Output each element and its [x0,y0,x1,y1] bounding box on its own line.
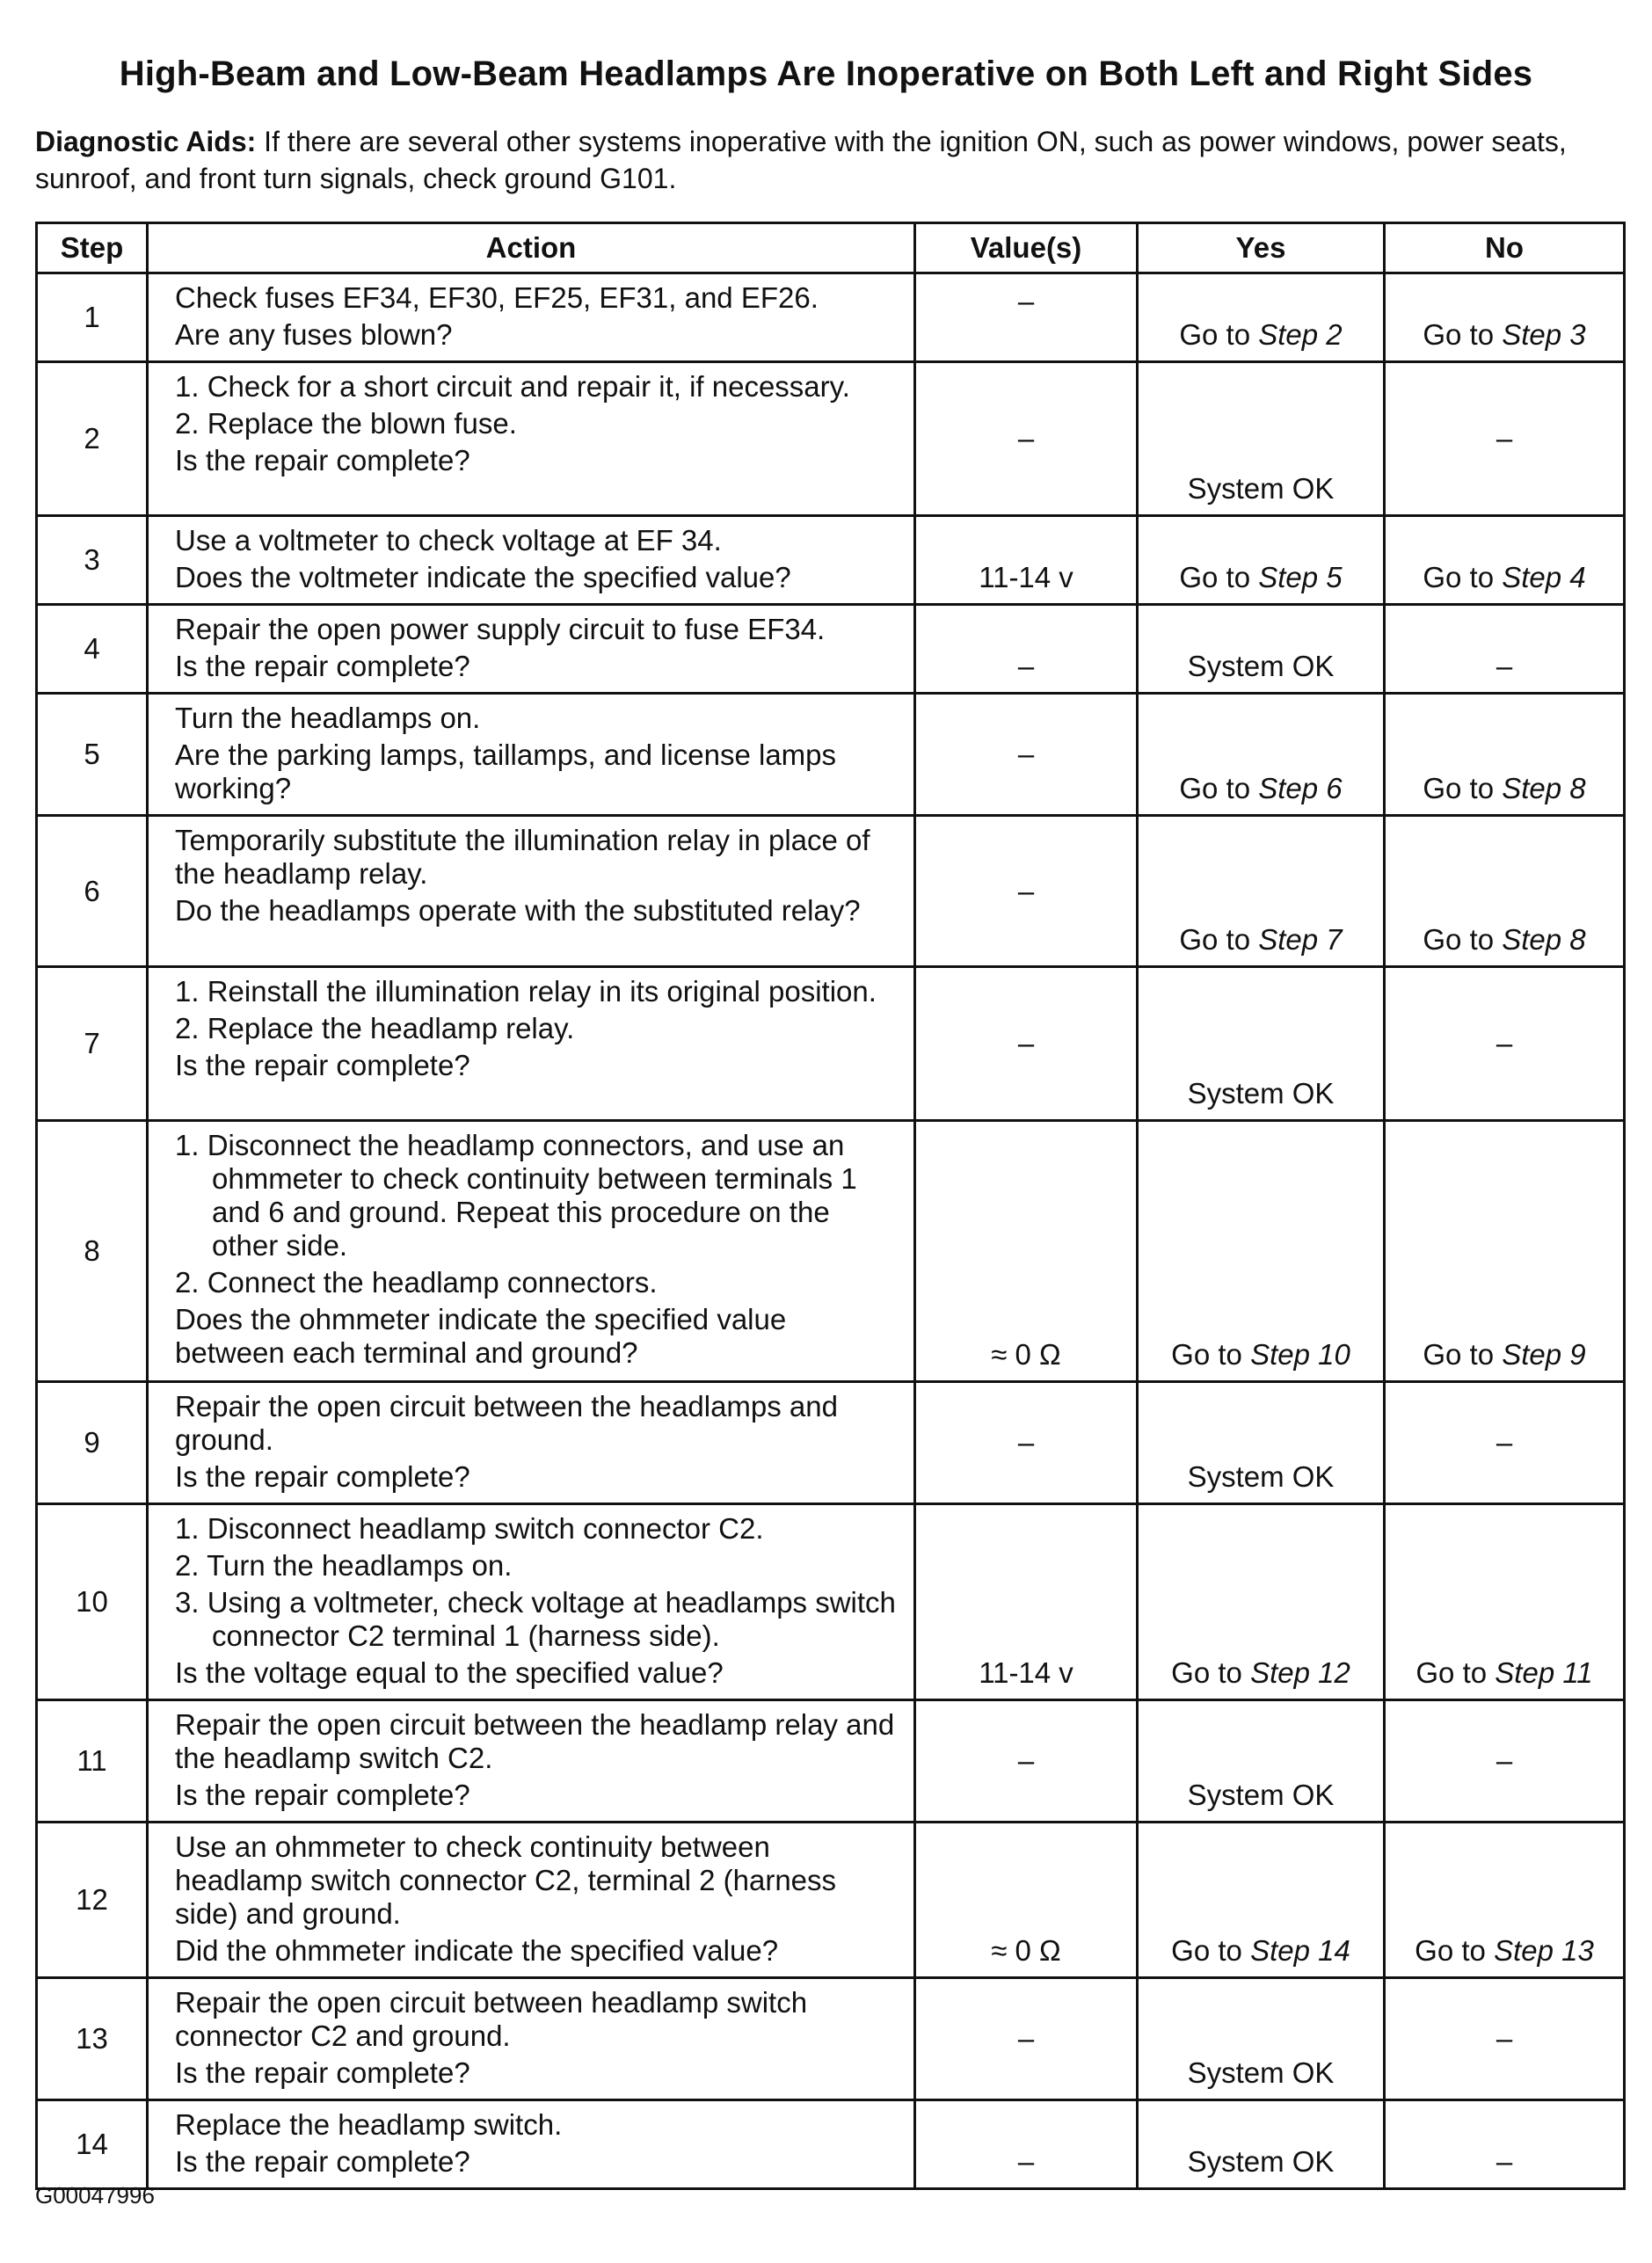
yes-step-reference: Step 14 [1250,1934,1350,1967]
no-result [1386,318,1623,352]
yes-cell [1138,1978,1385,2100]
specified-value: – [1017,285,1035,317]
figure-id: G00047996 [35,2182,155,2208]
yes-cell [1138,273,1385,362]
action-line: Repair the open circuit between headlamp switch connector C2 and ground. [175,1986,808,2052]
action-cell [148,1504,915,1700]
no-step-reference: Step 9 [1502,1338,1586,1371]
no-step-reference: Step 13 [1494,1934,1594,1967]
action-line: Turn the headlamps on. [175,702,481,734]
no-result-text: Go to [1415,1934,1495,1967]
no-cell [1385,1978,1625,2100]
action-cell [148,1823,915,1978]
yes-result-text: Go to [1171,1656,1251,1689]
yes-result-text: System OK [1187,2145,1335,2178]
yes-cell [1138,694,1385,816]
action-line: Is the repair complete? [175,2145,470,2178]
no-result-text: Go to [1415,1656,1496,1689]
step-number: 6 [37,816,148,967]
yes-result [1139,650,1383,683]
yes-result [1139,772,1383,805]
action-line: Use an ohmmeter to check continuity between headlamp switch connector C2, terminal 2 (harness side) and ground. [175,1830,837,1930]
no-step-reference: Step 3 [1502,318,1586,351]
yes-cell [1138,1823,1385,1978]
step-number: 5 [37,694,148,816]
yes-cell [1138,362,1385,516]
yes-result-text: Go to [1179,561,1259,593]
action-line: Repair the open circuit between the headlamps and ground. [175,1390,838,1456]
header-no: No [1385,223,1625,273]
yes-cell [1138,1382,1385,1504]
action-line: Is the repair complete? [175,1049,470,1081]
action-line: Use a voltmeter to check voltage at EF 34. [175,524,722,557]
value-cell [915,694,1138,816]
yes-result-text: System OK [1187,1460,1335,1493]
table-row [37,1382,1625,1504]
no-step-reference: Step 11 [1495,1656,1593,1689]
action-cell [148,1382,915,1504]
yes-result-text: Go to [1171,1934,1251,1967]
table-row [37,273,1625,362]
no-result: – [1496,1426,1513,1459]
action-line: Is the voltage equal to the specified value? [175,1656,724,1689]
action-line: 2. Replace the blown fuse. [175,407,517,440]
action-line: 3. Using a voltmeter, check voltage at headlamps switch connector C2 terminal 1 (harness side). [175,1586,896,1652]
yes-result-text: Go to [1179,772,1259,804]
action-cell [148,273,915,362]
no-cell [1385,816,1625,967]
step-number: 2 [37,362,148,516]
action-line: Does the voltmeter indicate the specified value? [175,561,791,593]
action-line: 2. Connect the headlamp connectors. [175,1266,658,1299]
table-row [37,2100,1625,2189]
table-row [37,1121,1625,1382]
action-line: Did the ohmmeter indicate the specified value? [175,1934,779,1967]
yes-cell [1138,1700,1385,1823]
step-number: 10 [37,1504,148,1700]
specified-value: ≈ 0 Ω [991,1338,1061,1371]
value-cell [915,1978,1138,2100]
action-line: 1. Check for a short circuit and repair it, if necessary. [175,370,850,403]
action-cell [148,362,915,516]
action-line: Check fuses EF34, EF30, EF25, EF31, and EF26. [175,281,819,314]
value-cell [915,1121,1138,1382]
page-title: High-Beam and Low-Beam Headlamps Are Inoperative on Both Left and Right Sides [119,55,1533,93]
action-cell [148,694,915,816]
no-cell [1385,967,1625,1121]
yes-step-reference: Step 10 [1250,1338,1350,1371]
yes-cell [1138,967,1385,1121]
yes-cell [1138,605,1385,694]
diagnostic-aids-label: Diagnostic Aids: [35,126,257,157]
action-cell [148,1978,915,2100]
specified-value: 11-14 v [979,1656,1073,1689]
step-number: 4 [37,605,148,694]
no-result [1386,1338,1623,1372]
action-line: 1. Disconnect headlamp switch connector C2. [175,1512,764,1545]
table-row [37,605,1625,694]
specified-value: – [1017,1426,1035,1459]
action-line: Temporarily substitute the illumination relay in place of the headlamp relay. [175,824,870,890]
value-cell [915,2100,1138,2189]
diagnostic-procedure-table [35,222,1626,2190]
no-cell [1385,694,1625,816]
step-number: 8 [37,1121,148,1382]
specified-value: – [1017,1027,1035,1059]
step-number: 13 [37,1978,148,2100]
action-line: Is the repair complete? [175,1460,470,1493]
value-cell [915,967,1138,1121]
header-action: Action [148,223,915,273]
value-cell [915,1504,1138,1700]
step-number: 3 [37,516,148,605]
no-result: – [1496,1027,1513,1059]
table-row [37,1978,1625,2100]
yes-result [1139,1460,1383,1494]
yes-result [1139,1077,1383,1110]
value-cell [915,516,1138,605]
no-result [1386,1656,1623,1690]
action-cell [148,816,915,967]
diagnostic-aids-text: If there are several other systems inoperative with the ignition ON, such as power windows, power seats, sunroof, and front turn signals, check ground G101. [35,126,1567,194]
no-cell [1385,516,1625,605]
no-step-reference: Step 8 [1502,923,1586,956]
action-line: Repair the open power supply circuit to fuse EF34. [175,613,826,645]
table-row [37,516,1625,605]
step-number: 11 [37,1700,148,1823]
no-result-text: Go to [1423,772,1503,804]
yes-step-reference: Step 7 [1258,923,1343,956]
no-cell [1385,273,1625,362]
action-cell [148,1121,915,1382]
no-cell [1385,605,1625,694]
table-row [37,362,1625,516]
specified-value: – [1017,650,1035,682]
value-cell [915,1823,1138,1978]
no-step-reference: Step 4 [1502,561,1586,593]
action-line: Are any fuses blown? [175,318,453,351]
specified-value: – [1017,1744,1035,1777]
value-cell [915,362,1138,516]
yes-step-reference: Step 5 [1258,561,1343,593]
action-line: Replace the headlamp switch. [175,2108,563,2141]
action-line: Is the repair complete? [175,444,470,477]
action-cell [148,967,915,1121]
yes-result-text: System OK [1187,2056,1335,2089]
step-number: 14 [37,2100,148,2189]
specified-value: ≈ 0 Ω [991,1934,1061,1967]
header-yes: Yes [1138,223,1385,273]
action-line: 2. Turn the headlamps on. [175,1549,513,1582]
yes-result [1139,561,1383,594]
yes-cell [1138,1121,1385,1382]
no-result-text: Go to [1423,1338,1503,1371]
no-result-text: Go to [1423,923,1503,956]
no-result [1386,772,1623,805]
table-body [37,273,1625,2189]
value-cell [915,273,1138,362]
no-result: – [1496,2022,1513,2055]
yes-cell [1138,1504,1385,1700]
no-result [1386,1934,1623,1968]
action-line: Does the ohmmeter indicate the specified value between each terminal and ground? [175,1303,787,1369]
yes-result-text: System OK [1187,1077,1335,1110]
action-line: 1. Reinstall the illumination relay in its original position. [175,975,877,1008]
table-row [37,1504,1625,1700]
action-line: Is the repair complete? [175,1779,470,1811]
no-cell [1385,1823,1625,1978]
yes-result [1139,1656,1383,1690]
yes-result-text: System OK [1187,1779,1335,1811]
no-result: – [1496,422,1513,455]
table-row [37,1700,1625,1823]
yes-result-text: System OK [1187,650,1335,682]
diagnostic-aids [35,123,1627,197]
no-result: – [1496,2145,1513,2178]
no-cell [1385,1700,1625,1823]
specified-value: – [1017,874,1035,907]
header-values: Value(s) [915,223,1138,273]
table-row [37,1823,1625,1978]
header-step: Step [37,223,148,273]
yes-step-reference: Step 12 [1250,1656,1350,1689]
action-cell [148,1700,915,1823]
step-number: 12 [37,1823,148,1978]
action-line: Are the parking lamps, taillamps, and license lamps working? [175,739,837,804]
no-result [1386,561,1623,594]
yes-result [1139,318,1383,352]
action-line: 2. Replace the headlamp relay. [175,1012,575,1044]
yes-result [1139,923,1383,957]
yes-result [1139,2145,1383,2179]
no-cell [1385,1121,1625,1382]
yes-step-reference: Step 2 [1258,318,1343,351]
yes-cell [1138,816,1385,967]
step-number: 7 [37,967,148,1121]
yes-result [1139,472,1383,506]
step-number: 9 [37,1382,148,1504]
yes-result [1139,1779,1383,1812]
action-line: Is the repair complete? [175,2056,470,2089]
no-cell [1385,1504,1625,1700]
yes-result-text: Go to [1171,1338,1251,1371]
no-result [1386,923,1623,957]
yes-result [1139,1934,1383,1968]
action-line: Is the repair complete? [175,650,470,682]
specified-value: – [1017,2022,1035,2055]
table-row [37,694,1625,816]
specified-value: 11-14 v [979,561,1073,593]
specified-value: – [1017,2145,1035,2178]
action-line: Do the headlamps operate with the substituted relay? [175,894,861,927]
yes-step-reference: Step 6 [1258,772,1343,804]
action-cell [148,2100,915,2189]
yes-result [1139,2056,1383,2090]
no-result: – [1496,1744,1513,1777]
action-line: Repair the open circuit between the headlamp relay and the headlamp switch C2. [175,1708,895,1774]
no-result-text: Go to [1423,318,1503,351]
yes-result-text: Go to [1179,318,1259,351]
specified-value: – [1017,422,1035,455]
value-cell [915,1382,1138,1504]
action-line: 1. Disconnect the headlamp connectors, and use an ohmmeter to check continuity between terminals 1 and 6 and ground. Repeat this procedure on the other side. [175,1129,857,1262]
no-step-reference: Step 8 [1502,772,1586,804]
value-cell [915,816,1138,967]
table-row [37,816,1625,967]
no-result-text: Go to [1423,561,1503,593]
yes-result [1139,1338,1383,1372]
value-cell [915,1700,1138,1823]
yes-cell [1138,516,1385,605]
table-row [37,967,1625,1121]
no-cell [1385,362,1625,516]
action-cell [148,605,915,694]
specified-value: – [1017,738,1035,770]
yes-result-text: Go to [1179,923,1259,956]
no-cell [1385,2100,1625,2189]
no-cell [1385,1382,1625,1504]
value-cell [915,605,1138,694]
yes-cell [1138,2100,1385,2189]
no-result: – [1496,650,1513,682]
yes-result-text: System OK [1187,472,1335,505]
step-number: 1 [37,273,148,362]
action-cell [148,516,915,605]
table-header-row [37,223,1625,273]
